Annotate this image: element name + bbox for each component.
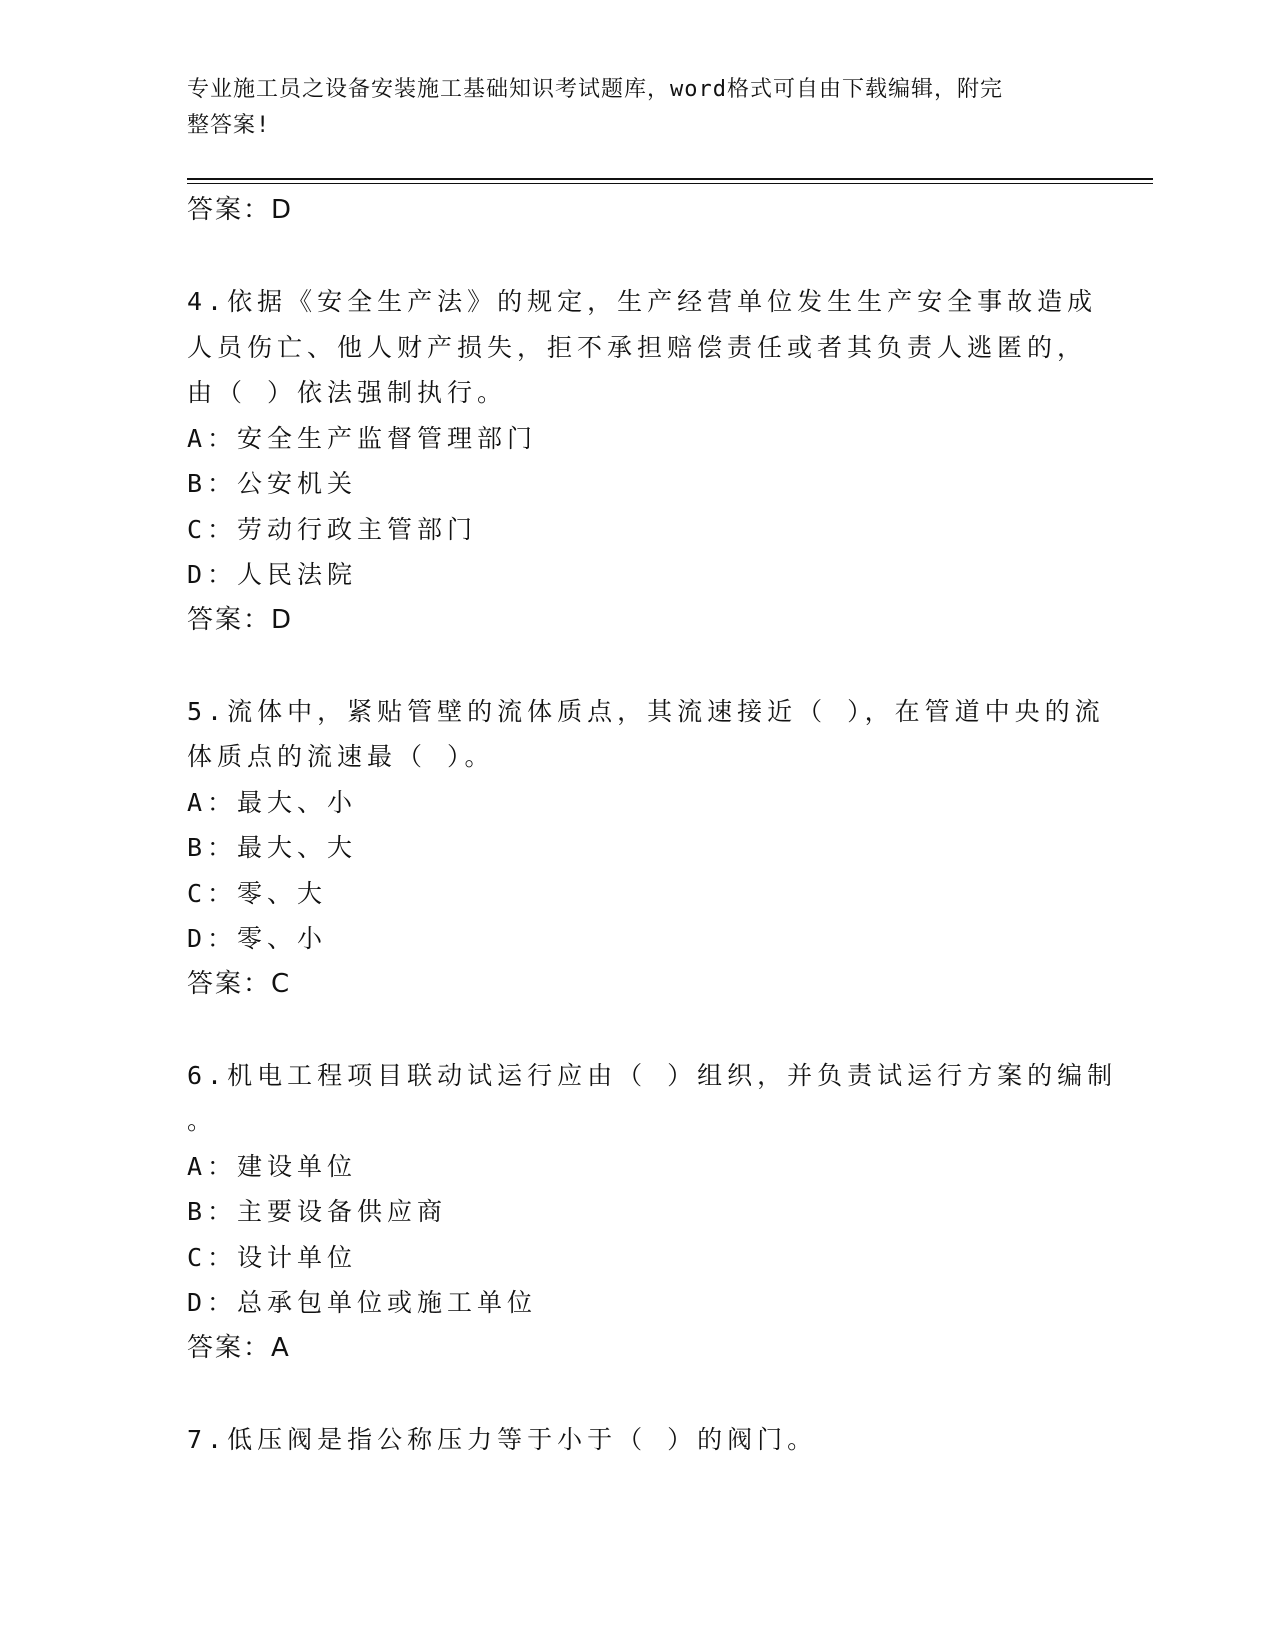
header-title-line-2: 整答案! [187, 113, 271, 138]
option-c: C：零、大 [187, 878, 328, 908]
option-a: A：最大、小 [187, 787, 358, 817]
question-text-line: 体质点的流速最（ ）。 [187, 742, 495, 771]
spacer [187, 1007, 1087, 1053]
previous-answer: 答案：D [187, 195, 294, 225]
question-text-line: 。 [187, 1106, 218, 1135]
option-a: A：建设单位 [187, 1151, 358, 1181]
option-b: B：最大、大 [187, 833, 358, 862]
question-text-line: 人员伤亡、他人财产损失，拒不承担赔偿责任或者其负责人逃匿的， [187, 332, 1088, 362]
question-text-line: 5.流体中，紧贴管壁的流体质点，其流速接近（ ），在管道中央的流 [187, 696, 1105, 726]
option-d: D：总承包单位或施工单位 [187, 1288, 538, 1317]
option-c: C：设计单位 [187, 1242, 358, 1272]
question-7 [187, 1417, 1087, 1463]
option-d: D：零、小 [187, 924, 328, 953]
spacer [187, 643, 1087, 689]
question-4 [187, 279, 1098, 643]
header-title-line-1: 专业施工员之设备安装施工基础知识考试题库，word格式可自由下载编辑，附完 [187, 77, 1003, 102]
header-divider-thick [187, 178, 1153, 180]
document-header [187, 72, 1067, 144]
question-text-line: 4.依据《安全生产法》的规定，生产经营单位发生生产安全事故造成 [187, 287, 1098, 316]
document-body [187, 188, 1118, 1462]
spacer [187, 234, 1087, 280]
option-b: B：主要设备供应商 [187, 1197, 448, 1226]
question-6 [187, 1053, 1118, 1372]
answer: 答案：A [187, 1332, 291, 1363]
option-d: D：人民法院 [187, 560, 358, 589]
option-a: A：安全生产监督管理部门 [187, 423, 538, 453]
question-text-line: 由（ ）依法强制执行。 [187, 378, 508, 407]
question-5 [187, 689, 1105, 1008]
answer: 答案：C [187, 968, 292, 999]
option-b: B：公安机关 [187, 469, 358, 498]
answer: 答案：D [187, 604, 294, 635]
option-c: C：劳动行政主管部门 [187, 514, 478, 544]
spacer [187, 1371, 1087, 1417]
header-divider-thin [187, 183, 1153, 184]
question-text-line: 7.低压阀是指公称压力等于小于（ ）的阀门。 [187, 1424, 818, 1454]
question-text-line: 6.机电工程项目联动试运行应由（ ）组织，并负责试运行方案的编制 [187, 1060, 1118, 1090]
